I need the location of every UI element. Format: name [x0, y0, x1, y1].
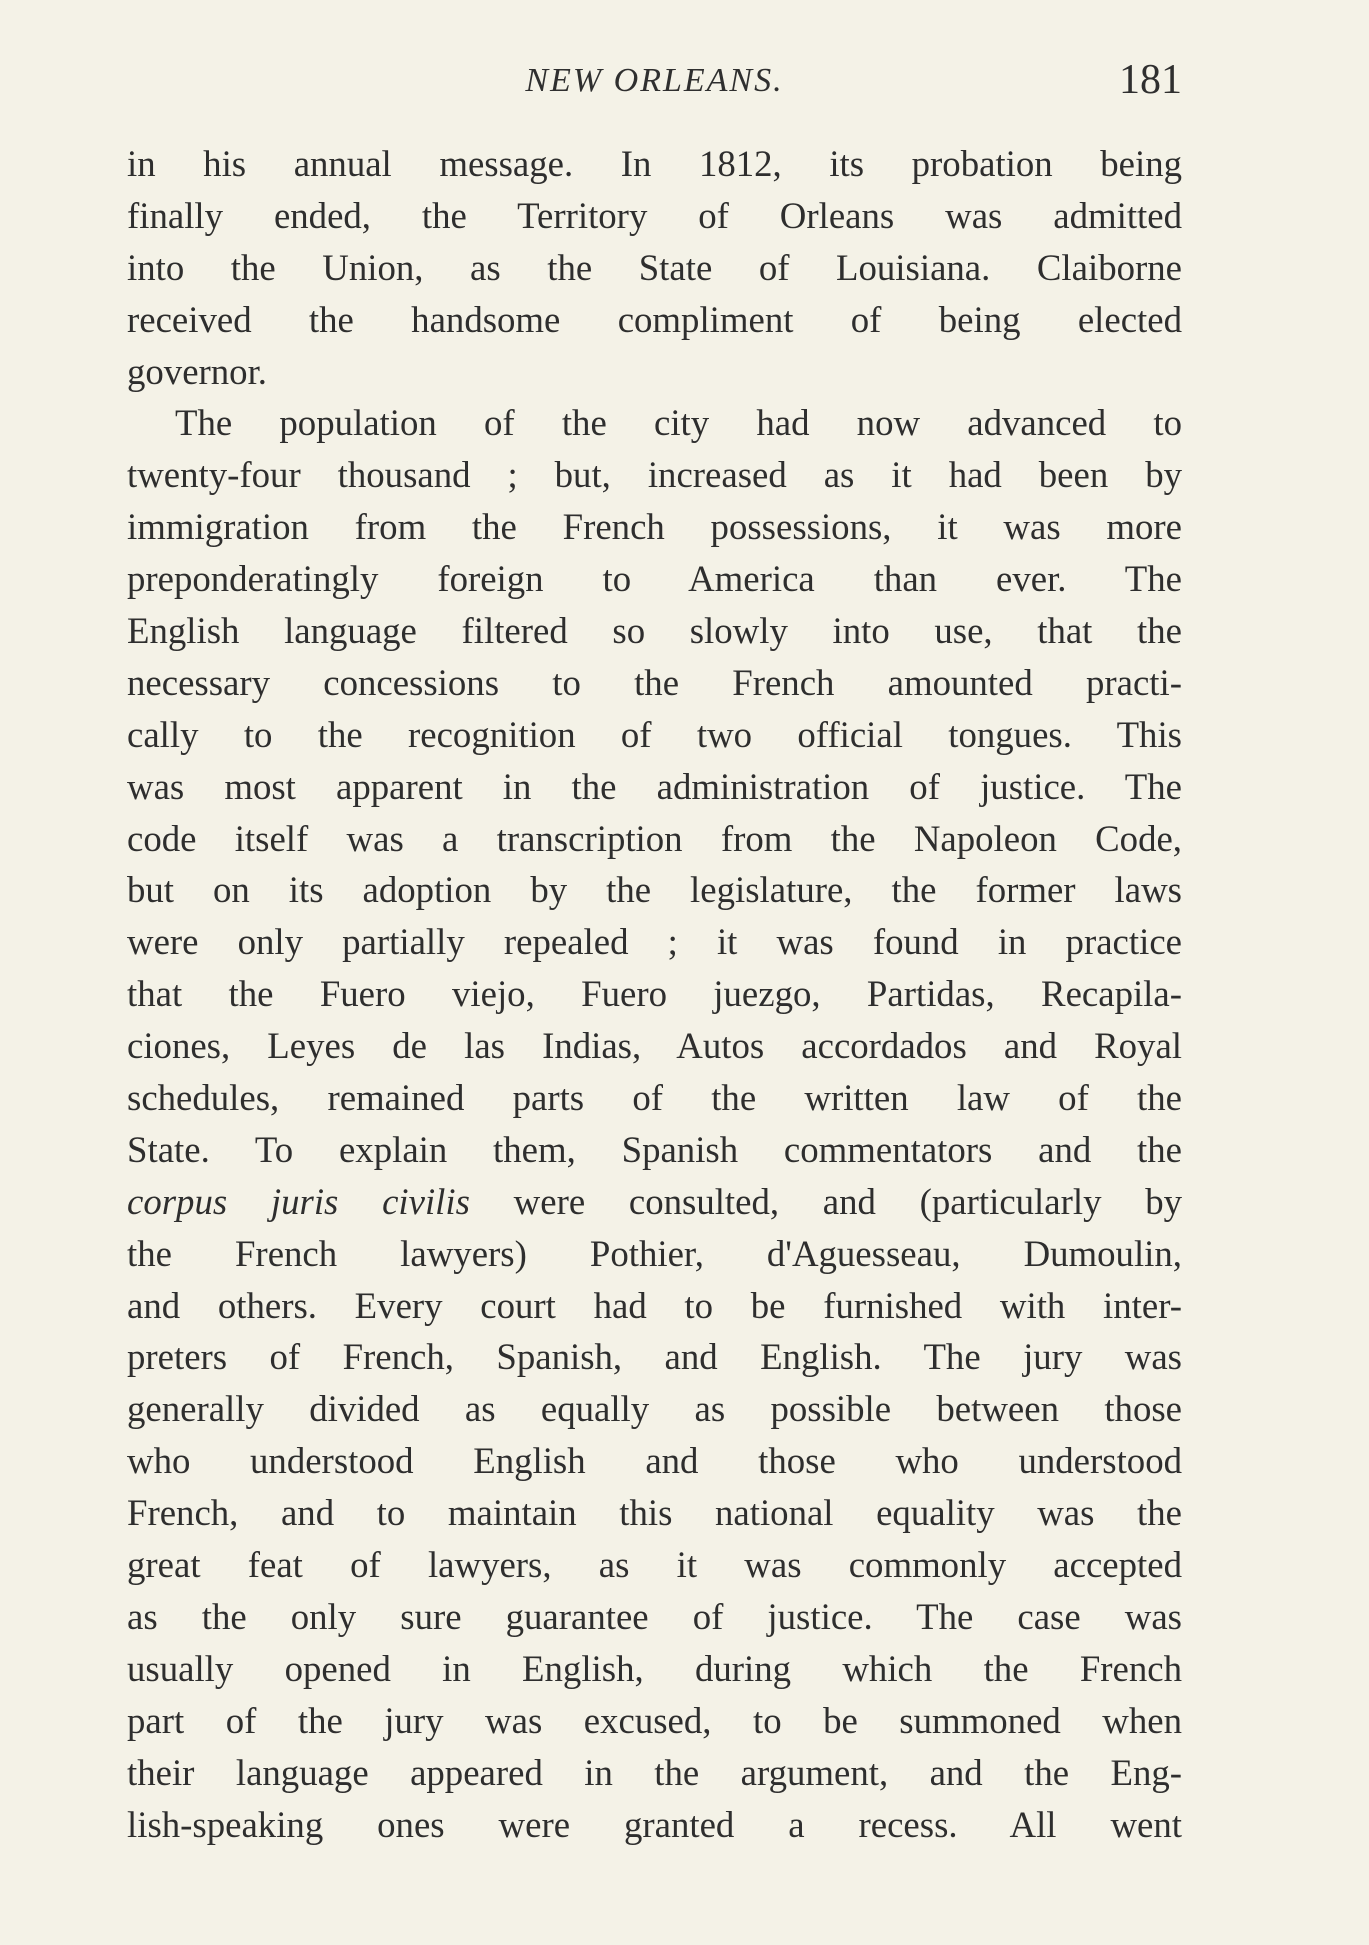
- text-line: generally divided as equally as possible between those: [127, 1388, 1182, 1430]
- text-line: preponderatingly foreign to America than ever. The: [127, 558, 1182, 600]
- text-line: English language filtered so slowly into use, that the: [127, 610, 1182, 652]
- text-line: was most apparent in the administration of justice. The: [127, 765, 1182, 807]
- text-line: and others. Every court had to be furnished with inter-: [127, 1284, 1182, 1326]
- text-line: code itself was a transcription from the Napoleon Code,: [127, 817, 1182, 859]
- text-line: French, and to maintain this national equality was the: [127, 1492, 1182, 1534]
- text-line: that the Fuero viejo, Fuero juezgo, Partidas, Recapila-: [127, 973, 1182, 1015]
- running-title: NEW ORLEANS.: [525, 62, 784, 99]
- text-line: The population of the city had now advanced to: [175, 402, 1182, 444]
- text-line: ciones, Leyes de las Indias, Autos accordados and Royal: [127, 1025, 1182, 1067]
- text-line: were only partially repealed ; it was found in practice: [127, 921, 1182, 963]
- text-line: schedules, remained parts of the written law of the: [127, 1077, 1182, 1119]
- text-line: the French lawyers) Pothier, d'Aguesseau, Dumoulin,: [127, 1232, 1182, 1274]
- italic-phrase: corpus juris civilis: [127, 1180, 470, 1222]
- text-line: necessary concessions to the French amounted practi-: [127, 661, 1182, 703]
- text-line: immigration from the French possessions, it was more: [127, 506, 1182, 548]
- text-line: governor.: [127, 350, 268, 392]
- body-text: [127, 138, 1182, 1850]
- line-continuation: were consulted, and (particularly by: [469, 1180, 1182, 1222]
- text-line: great feat of lawyers, as it was commonly accepted: [127, 1544, 1182, 1586]
- text-line: twenty-four thousand ; but, increased as it had been by: [127, 454, 1182, 496]
- running-head: [127, 56, 1182, 108]
- text-line: State. To explain them, Spanish commentators and the: [127, 1128, 1182, 1170]
- text-line: cally to the recognition of two official tongues. This: [127, 713, 1182, 755]
- text-line: finally ended, the Territory of Orleans was admitted: [127, 194, 1182, 236]
- text-line: received the handsome compliment of being elected: [127, 298, 1182, 340]
- text-line: who understood English and those who understood: [127, 1440, 1182, 1482]
- text-line: usually opened in English, during which the French: [127, 1647, 1182, 1689]
- text-line: lish-speaking ones were granted a recess. All went: [127, 1803, 1182, 1845]
- text-line-italic: [127, 1176, 1182, 1228]
- text-line: but on its adoption by the legislature, the former laws: [127, 869, 1182, 911]
- text-line: as the only sure guarantee of justice. The case was: [127, 1595, 1182, 1637]
- text-line: in his annual message. In 1812, its probation being: [127, 143, 1182, 184]
- text-line: their language appeared in the argument, and the Eng-: [127, 1751, 1182, 1793]
- text-line: preters of French, Spanish, and English. The jury was: [127, 1336, 1182, 1378]
- text-line: into the Union, as the State of Louisiana. Claiborne: [127, 246, 1182, 288]
- page-number: 181: [1119, 57, 1182, 103]
- text-line: part of the jury was excused, to be summoned when: [127, 1699, 1182, 1741]
